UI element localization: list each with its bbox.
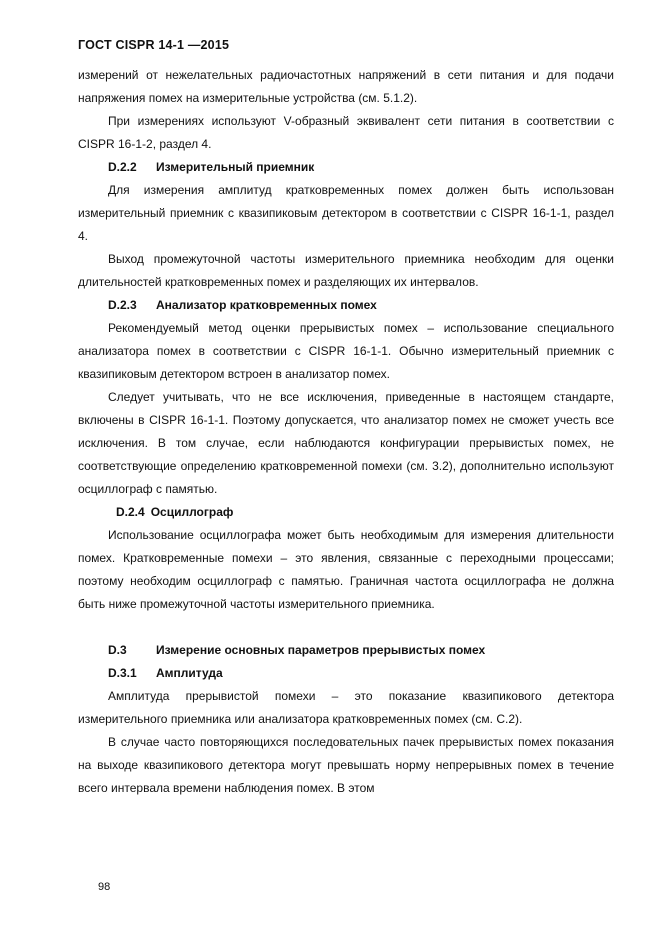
- section-number: D.2.3: [108, 298, 137, 312]
- section-heading-d22: [78, 156, 614, 179]
- paragraph: Следует учитывать, что не все исключения, приведенные в настоящем стандарте, включены в CISPR 16-1-1. Поэтому допускается, что анализатор помех не сможет учесть все исключения. В том случае, если наблюдаются конфигурации прерывистых помех, не соответствующие определению кратковременной помехи (см. 3.2), дополнительно используют осциллограф с памятью.: [78, 390, 614, 496]
- section-title: Измерительный приемник: [156, 160, 315, 174]
- paragraph: Выход промежуточной частоты измерительного приемника необходим для оценки длительностей кратковременных помех и разделяющих их интервалов.: [78, 252, 614, 289]
- section-number: D.3: [108, 643, 127, 657]
- section-heading-d3: [78, 639, 614, 662]
- paragraph: Рекомендуемый метод оценки прерывистых помех – использование специального анализатора помех в соответствии с CISPR 16-1-1. Обычно измерительный приемник с квазипиковым детектором встроен в анализатор помех.: [78, 321, 614, 381]
- section-number: D.2.2: [108, 160, 137, 174]
- document-header: ГОСТ CISPR 14-1 —2015: [78, 38, 230, 52]
- paragraph: При измерениях используют V-образный эквивалент сети питания в соответствии с CISPR 16-1-2, раздел 4.: [78, 114, 614, 151]
- section-title: Амплитуда: [156, 666, 223, 680]
- paragraph: измерений от нежелательных радиочастотных напряжений в сети питания и для подачи напряжения помех на измерительные устройства (см. 5.1.2).: [78, 68, 614, 105]
- paragraph: Для измерения амплитуд кратковременных помех должен быть использован измерительный приемник с квазипиковым детектором в соответствии с CISPR 16-1-1, раздел 4.: [78, 183, 614, 243]
- section-title: Измерение основных параметров прерывистых помех: [156, 643, 486, 657]
- paragraph: Использование осциллографа может быть необходимым для измерения длительности помех. Кратковременные помехи – это явления, связанные с переходными процессами; поэтому необходим осциллограф с памятью. Граничная частота осциллографа не должна быть ниже промежуточной частоты измерительного приемника.: [78, 528, 614, 611]
- section-gap: [78, 616, 614, 639]
- document-body: [78, 64, 614, 800]
- section-heading-d31: [78, 662, 614, 685]
- paragraph: Амплитуда прерывистой помехи – это показание квазипикового детектора измерительного приемника или анализатора кратковременных помех (см. С.2).: [78, 689, 614, 726]
- section-title: Анализатор кратковременных помех: [156, 298, 377, 312]
- paragraph: В случае часто повторяющихся последовательных пачек прерывистых помех показания на выходе квазипикового детектора могут превышать норму непрерывных помех в течение всего интервала времени наблюдения помех. В этом: [78, 735, 614, 795]
- section-title: Осциллограф: [150, 505, 234, 519]
- section-number: D.3.1: [108, 666, 137, 680]
- section-heading-d23: [78, 294, 614, 317]
- section-heading-d24: [78, 501, 614, 524]
- section-number: D.2.4: [116, 505, 145, 519]
- page-number: 98: [98, 881, 111, 893]
